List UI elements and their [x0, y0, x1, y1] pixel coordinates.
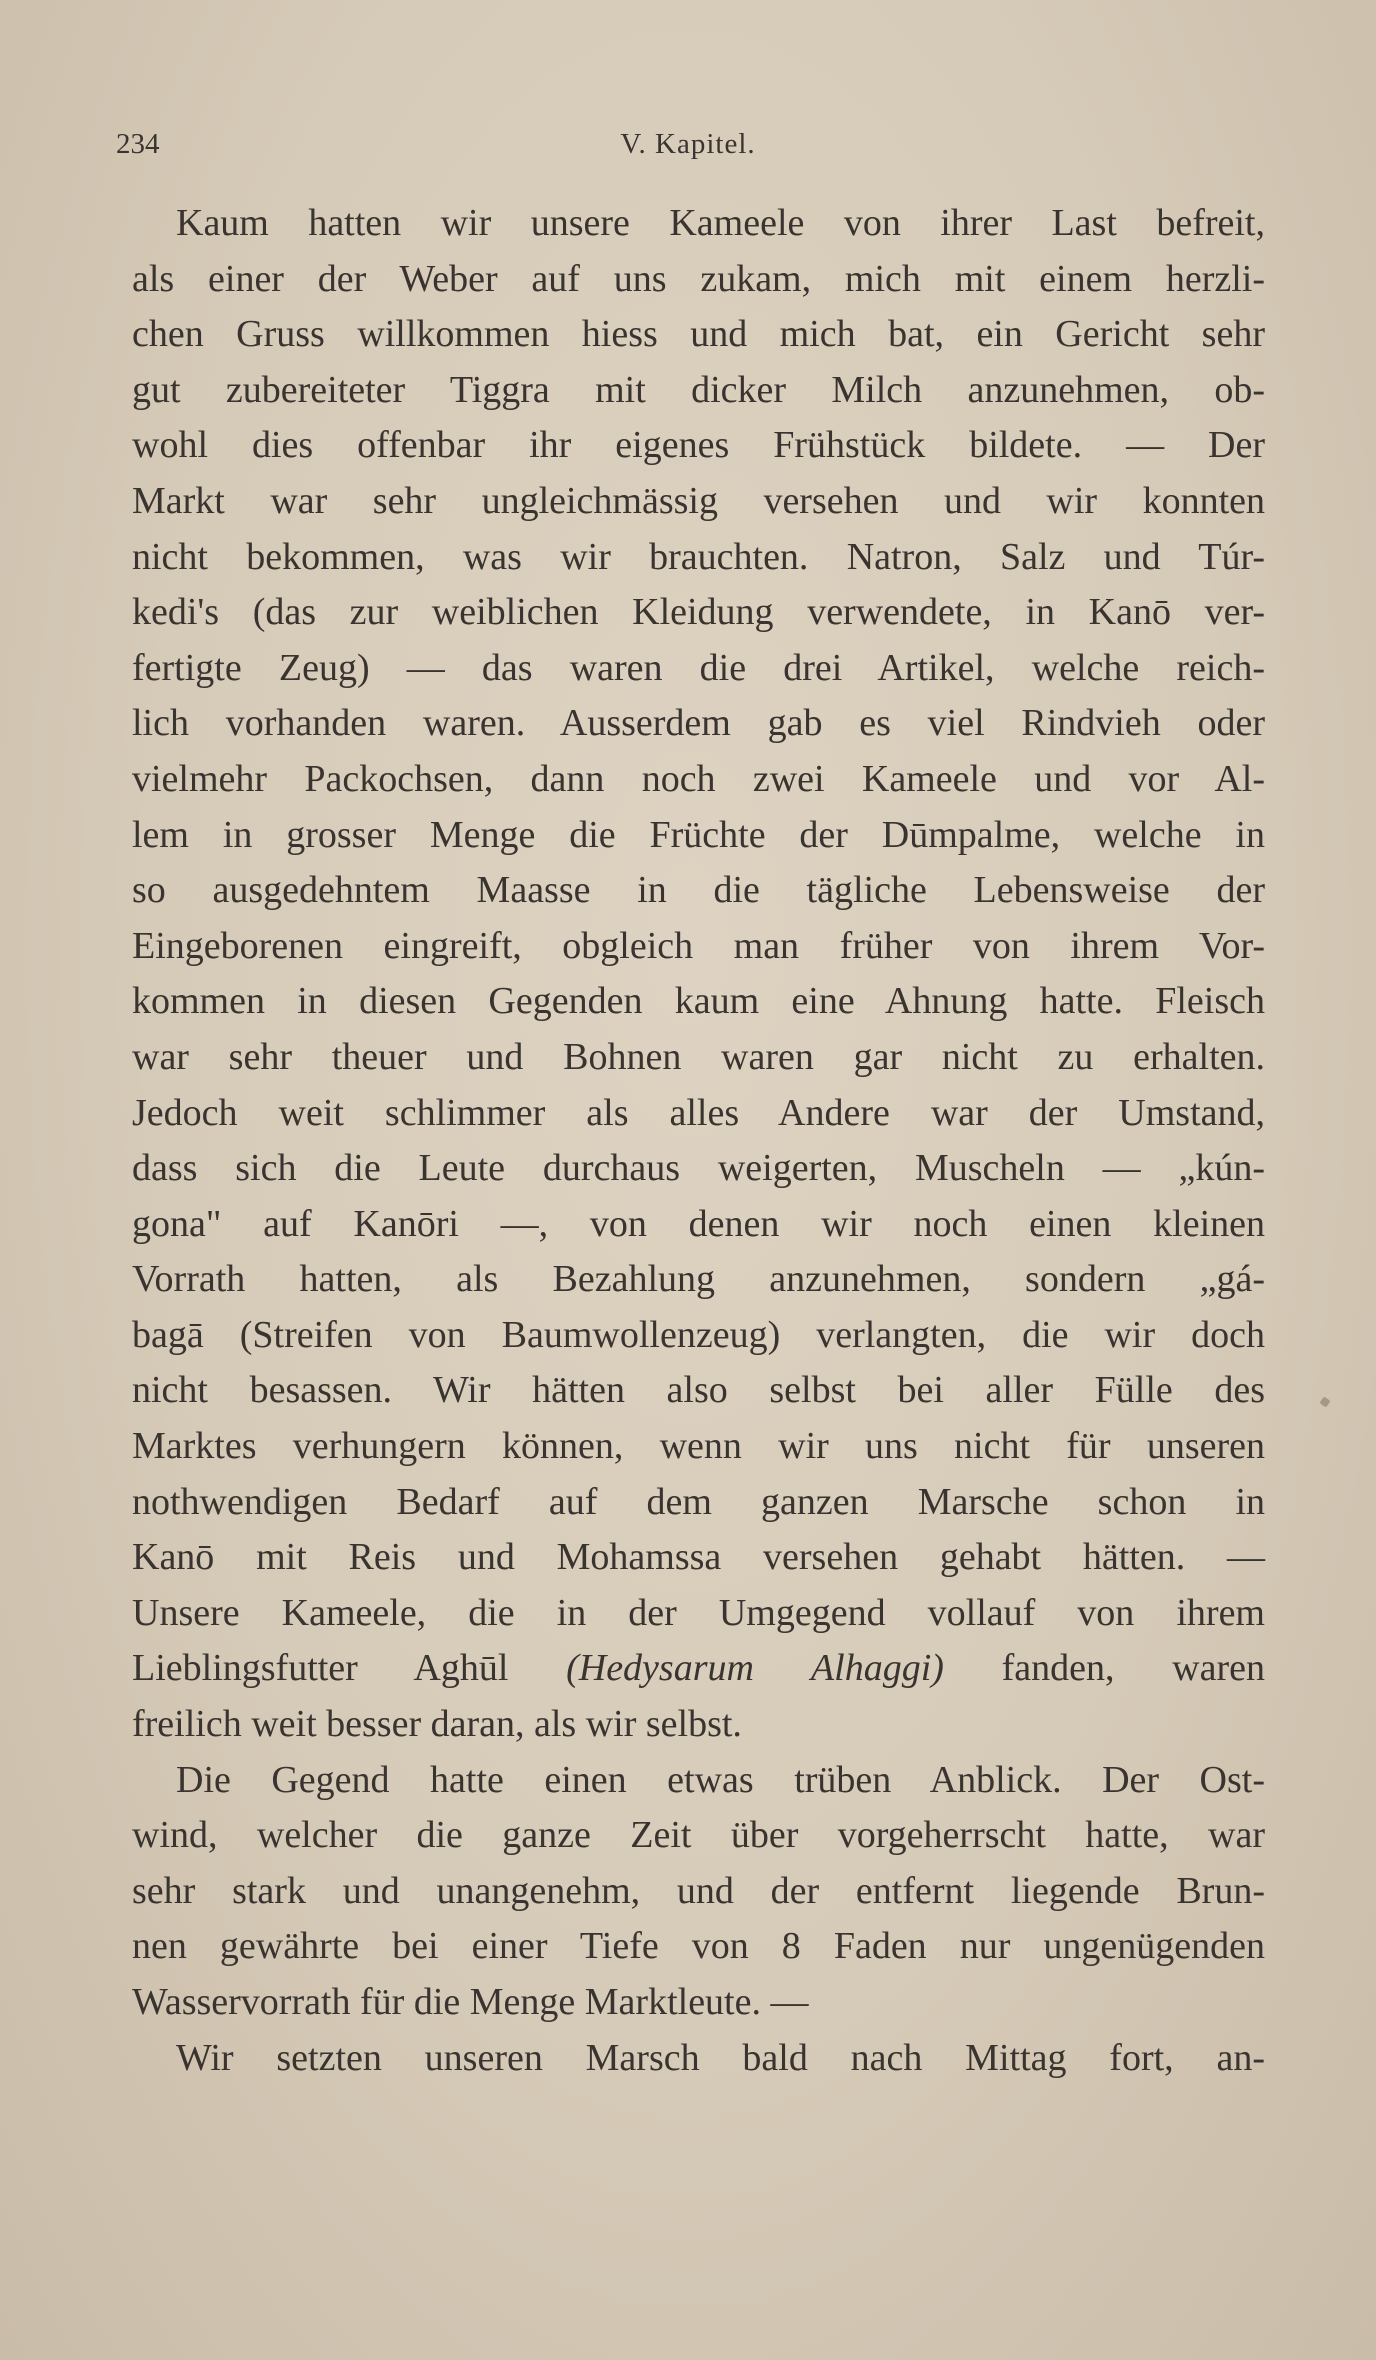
chapter-title: V. Kapitel.: [620, 128, 756, 160]
text-line: Marktes verhungern können, wenn wir uns nicht für unseren: [132, 1425, 1265, 1468]
text-line: Die Gegend hatte einen etwas trüben Anblick. Der Ost-: [176, 1758, 1265, 1801]
paper-speck: [1319, 1396, 1330, 1407]
page-number: 234: [116, 128, 160, 160]
text-line: fertigte Zeug) — das waren die drei Artikel, welche reich-: [132, 646, 1265, 689]
text-line: Jedoch weit schlimmer als alles Andere war der Umstand,: [132, 1091, 1265, 1134]
body-text: [132, 196, 1265, 2086]
text-line: nen gewährte bei einer Tiefe von 8 Faden nur ungenügenden: [132, 1925, 1265, 1968]
text-line: gut zubereiteter Tiggra mit dicker Milch anzunehmen, ob-: [132, 368, 1265, 411]
text-line: Wasservorrath für die Menge Marktleute. —: [132, 1981, 809, 2023]
text-line: bagā (Streifen von Baumwollenzeug) verlangten, die wir doch: [132, 1313, 1265, 1356]
text-line: dass sich die Leute durchaus weigerten, Muscheln — „kún-: [132, 1147, 1265, 1190]
text-line: Kanō mit Reis und Mohamssa versehen gehabt hätten. —: [132, 1536, 1265, 1579]
text-line: Unsere Kameele, die in der Umgegend vollauf von ihrem: [132, 1591, 1265, 1634]
text-line: lich vorhanden waren. Ausserdem gab es viel Rindvieh oder: [132, 702, 1265, 745]
text-line: lem in grosser Menge die Früchte der Dūmpalme, welche in: [132, 813, 1265, 856]
text-line: Eingeborenen eingreift, obgleich man früher von ihrem Vor-: [132, 924, 1265, 967]
text-line: Kaum hatten wir unsere Kameele von ihrer Last befreit,: [176, 202, 1265, 244]
text-line: freilich weit besser daran, als wir selbst.: [132, 1703, 742, 1746]
text-line: nicht besassen. Wir hätten also selbst bei aller Fülle des: [132, 1369, 1265, 1412]
text-line: gona" auf Kanōri —, von denen wir noch einen kleinen: [132, 1202, 1265, 1245]
running-head: [0, 124, 1376, 164]
text-line: als einer der Weber auf uns zukam, mich mit einem herzli-: [132, 257, 1265, 300]
text-line: Markt war sehr ungleichmässig versehen und wir konnten: [132, 479, 1265, 522]
text-line: Vorrath hatten, als Bezahlung anzunehmen, sondern „gá-: [132, 1258, 1265, 1301]
text-line: nothwendigen Bedarf auf dem ganzen Marsche schon in: [132, 1480, 1265, 1523]
text-line: war sehr theuer und Bohnen waren gar nicht zu erhalten.: [132, 1035, 1265, 1078]
text-line: chen Gruss willkommen hiess und mich bat, ein Gericht sehr: [132, 313, 1265, 356]
text-line: Wir setzten unseren Marsch bald nach Mittag fort, an-: [176, 2036, 1265, 2079]
text-line: vielmehr Packochsen, dann noch zwei Kameele und vor Al-: [132, 757, 1265, 800]
botanical-name: (Hedysarum Alhaggi): [566, 1647, 944, 1690]
text-line: kedi's (das zur weiblichen Kleidung verwendete, in Kanō ver-: [132, 591, 1265, 634]
text-line: nicht bekommen, was wir brauchten. Natron, Salz und Túr-: [132, 535, 1265, 578]
text-line: sehr stark und unangenehm, und der entfernt liegende Brun-: [132, 1869, 1265, 1912]
text-line: wind, welcher die ganze Zeit über vorgeherrscht hatte, war: [132, 1814, 1265, 1857]
text-line: so ausgedehntem Maasse in die tägliche Lebensweise der: [132, 869, 1265, 912]
text-line: kommen in diesen Gegenden kaum eine Ahnung hatte. Fleisch: [132, 980, 1265, 1023]
text-line: wohl dies offenbar ihr eigenes Frühstück bildete. — Der: [132, 424, 1265, 467]
text-line: Lieblingsfutter Aghūl (Hedysarum Alhaggi) fanden, waren: [132, 1647, 1265, 1690]
